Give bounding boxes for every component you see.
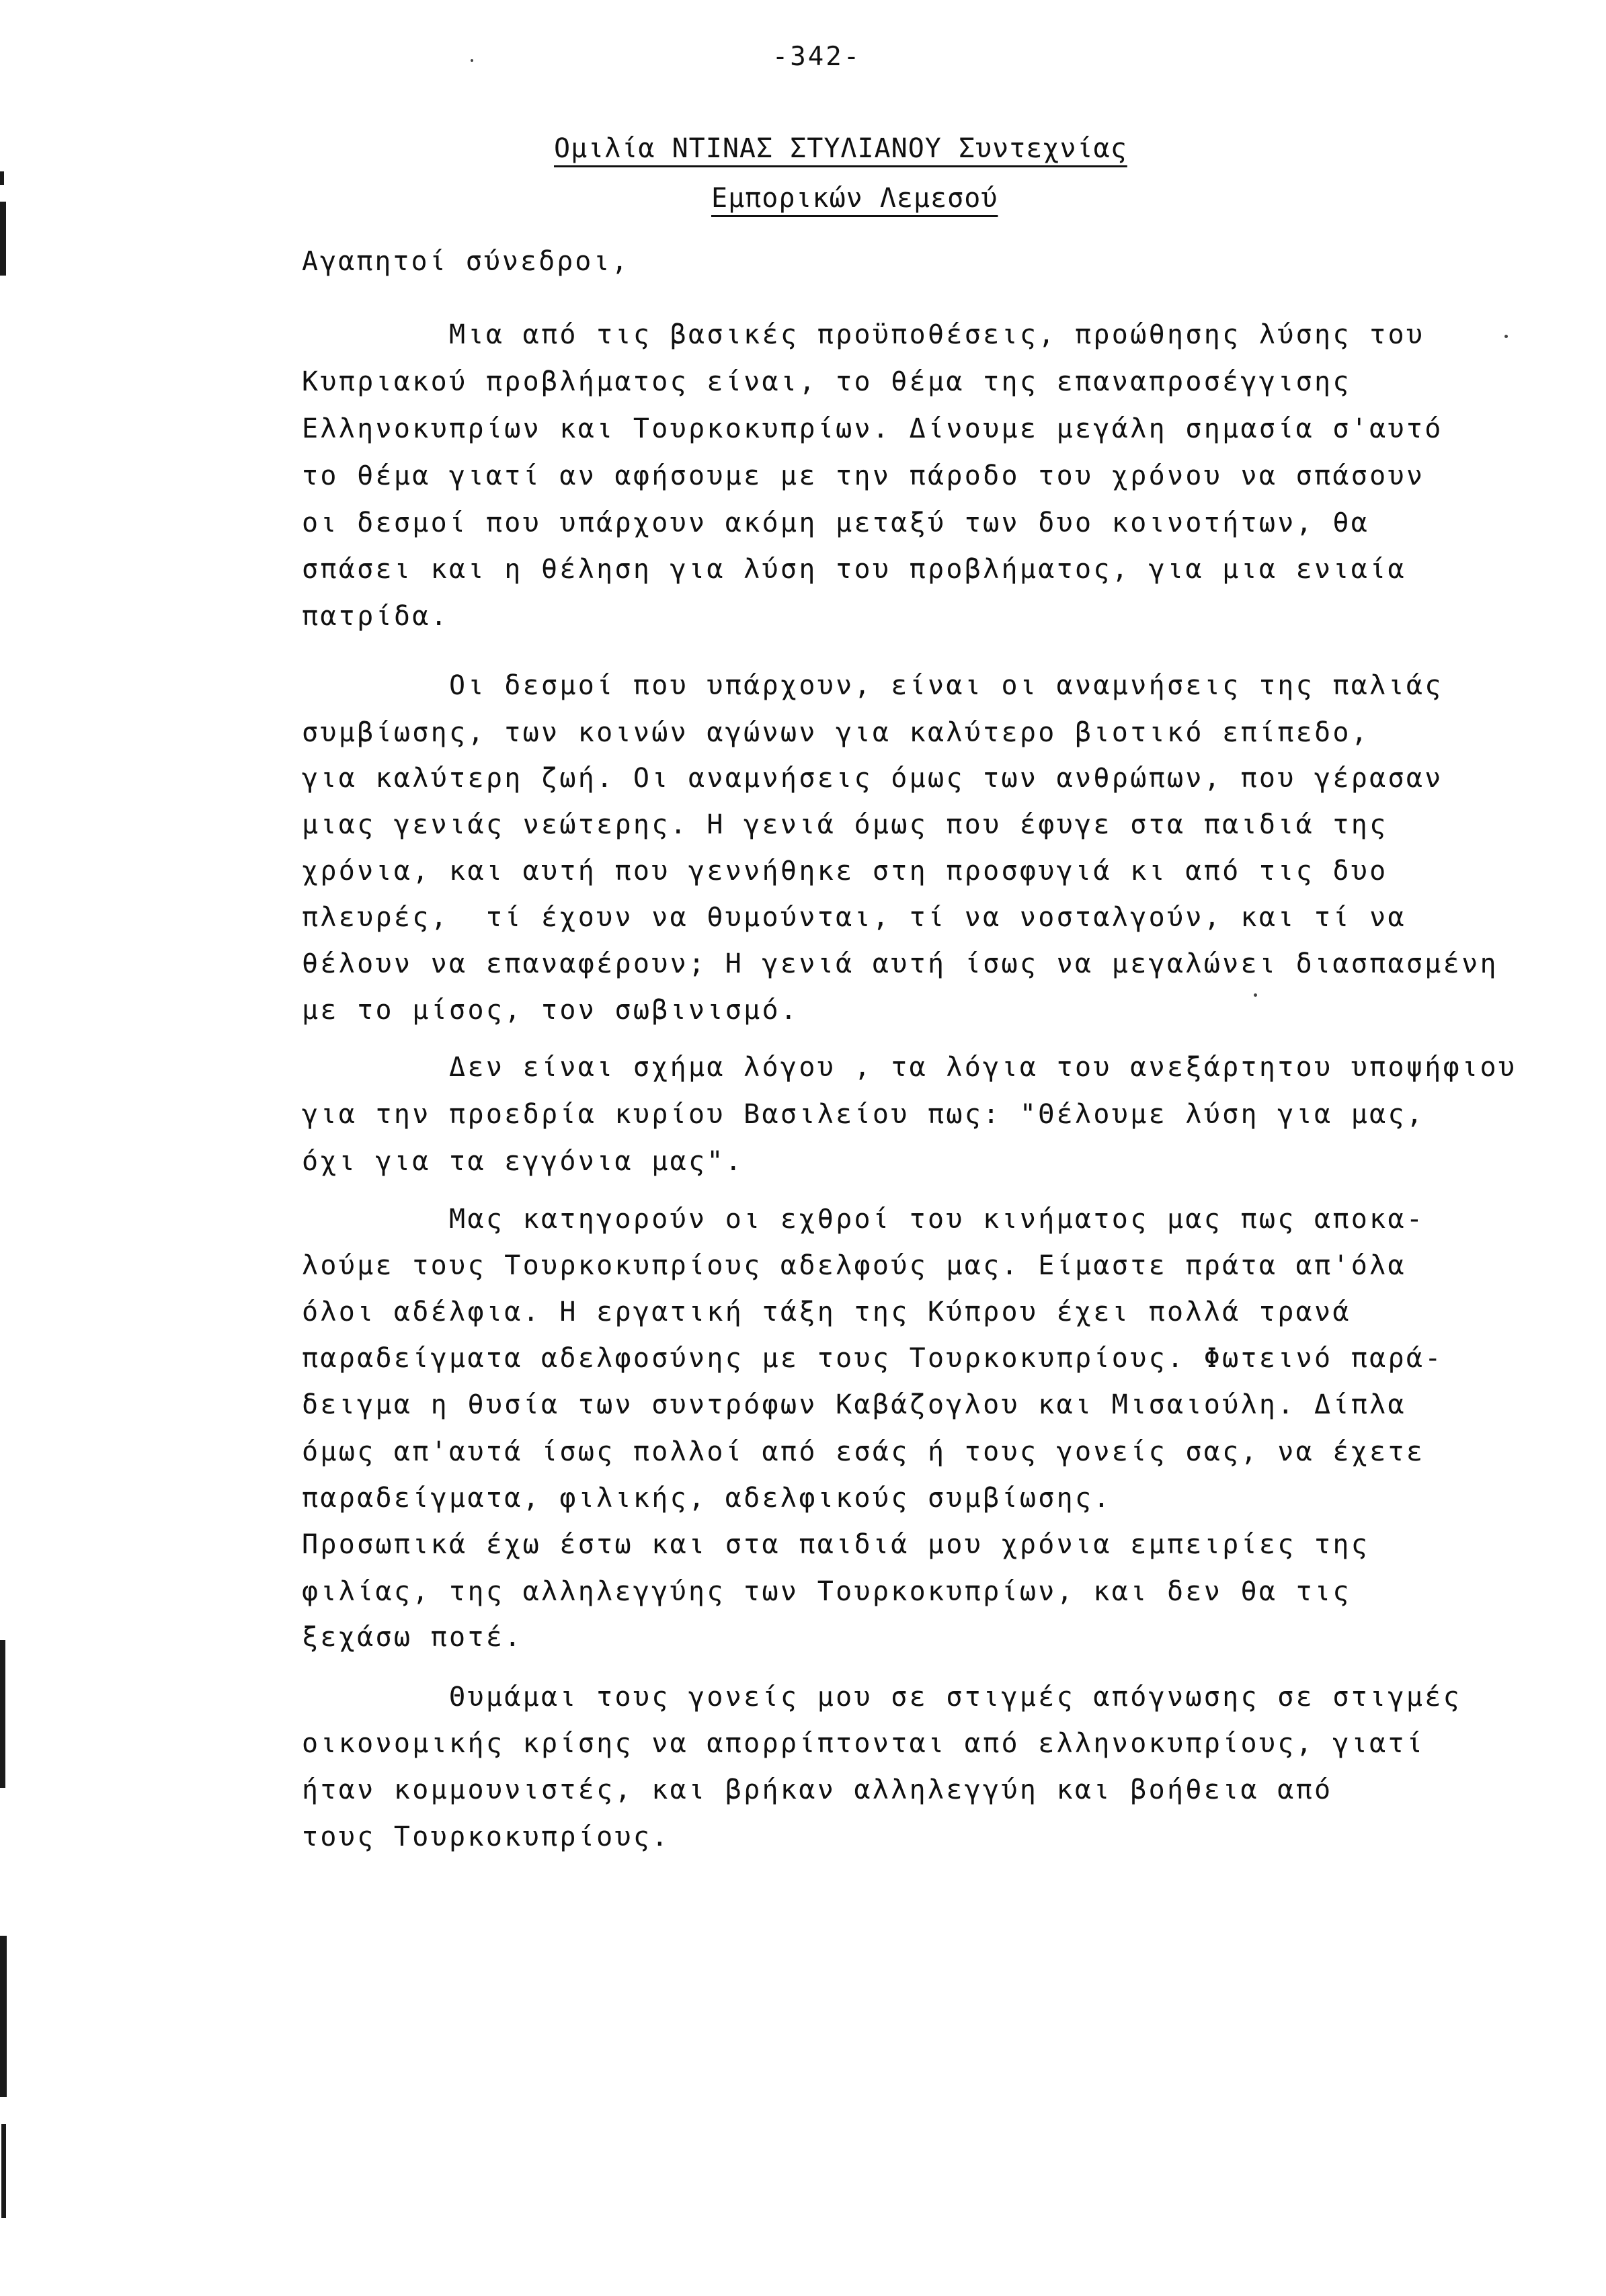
text-line: για την προεδρία κυρίου Βασιλείου πως: "Θέλουμε λύση για μας, xyxy=(302,1099,1425,1130)
text-line: παραδείγματα αδελφοσύνης με τους Τουρκοκυπρίους. Φωτεινό παρά- xyxy=(302,1343,1443,1374)
text-line: οι δεσμοί που υπάρχουν ακόμη μεταξύ των δυο κοινοτήτων, θα xyxy=(302,507,1370,538)
text-line: το θέμα γιατί αν αφήσουμε με την πάροδο του χρόνου να σπάσουν xyxy=(302,460,1425,491)
text-line: φιλίας, της αλληλεγγύης των Τουρκοκυπρίων, και δεν θα τις xyxy=(302,1576,1351,1607)
text-line: Οι δεσμοί που υπάρχουν, είναι οι αναμνήσεις της παλιάς xyxy=(302,670,1443,701)
text-line: πλευρές, τί έχουν να θυμούνται, τί να νοσταλγούν, και τί να xyxy=(302,902,1406,933)
text-line: πατρίδα. xyxy=(302,601,450,632)
document-title-line-1: Ομιλία ΝΤΙΝΑΣ ΣΤΥΛΙΑΝΟΥ Συντεχνίας xyxy=(554,133,1127,164)
text-line: όμως απ'αυτά ίσως πολλοί από εσάς ή τους γονείς σας, να έχετε xyxy=(302,1436,1425,1467)
scan-binding-mark xyxy=(0,171,4,185)
document-title-line-2: Εμπορικών Λεμεσού xyxy=(711,183,998,214)
scan-binding-mark xyxy=(0,202,6,276)
scan-speck xyxy=(471,59,473,62)
text-line: σπάσει και η θέληση για λύση του προβλήματος, για μια ενιαία xyxy=(302,554,1406,585)
text-line: Ελληνοκυπρίων και Τουρκοκυπρίων. Δίνουμε μεγάλη σημασία σ'αυτό xyxy=(302,413,1443,444)
text-line: συμβίωσης, των κοινών αγώνων για καλύτερο βιοτικό επίπεδο, xyxy=(302,717,1370,748)
text-line: ήταν κομμουνιστές, και βρήκαν αλληλεγγύη και βοήθεια από xyxy=(302,1774,1333,1805)
scan-binding-mark xyxy=(0,1640,5,1788)
text-line: Προσωπικά έχω έστω και στα παιδιά μου χρόνια εμπειρίες της xyxy=(302,1529,1370,1560)
text-line: με το μίσος, τον σωβινισμό. xyxy=(302,995,799,1026)
text-line: Μας κατηγορούν οι εχθροί του κινήματος μας πως αποκα- xyxy=(302,1204,1425,1235)
text-line: τους Τουρκοκυπρίους. xyxy=(302,1821,670,1852)
text-line: για καλύτερη ζωή. Οι αναμνήσεις όμως των ανθρώπων, που γέρασαν xyxy=(302,763,1443,794)
text-line: παραδείγματα, φιλικής, αδελφικούς συμβίωσης. xyxy=(302,1483,1112,1514)
scan-speck xyxy=(1504,335,1508,338)
text-line: ξεχάσω ποτέ. xyxy=(302,1622,523,1653)
text-line: λούμε τους Τουρκοκυπρίους αδελφούς μας. Είμαστε πράτα απ'όλα xyxy=(302,1250,1406,1281)
text-line: δειγμα η θυσία των συντρόφων Καβάζογλου και Μισαιούλη. Δίπλα xyxy=(302,1389,1406,1420)
scan-binding-mark xyxy=(1,2124,6,2218)
salutation: Αγαπητοί σύνεδροι, xyxy=(302,246,630,277)
scan-binding-mark xyxy=(0,1936,7,2097)
text-line: χρόνια, και αυτή που γεννήθηκε στη προσφυγιά κι από τις δυο xyxy=(302,856,1388,887)
scan-speck xyxy=(1254,993,1257,997)
text-line: Δεν είναι σχήμα λόγου , τα λόγια του ανεξάρτητου υποψήφιου xyxy=(302,1052,1517,1083)
text-line: Κυπριακού προβλήματος είναι, το θέμα της επαναπροσέγγισης xyxy=(302,366,1351,397)
page-number: -342- xyxy=(772,42,862,72)
text-line: θέλουν να επαναφέρουν; Η γενιά αυτή ίσως να μεγαλώνει διασπασμένη xyxy=(302,948,1498,979)
text-line: μιας γενιάς νεώτερης. Η γενιά όμως που έφυγε στα παιδιά της xyxy=(302,809,1388,840)
text-line: οικονομικής κρίσης να απορρίπτονται από ελληνοκυπρίους, γιατί xyxy=(302,1728,1425,1759)
text-line: όλοι αδέλφια. Η εργατική τάξη της Κύπρου έχει πολλά τρανά xyxy=(302,1297,1351,1327)
text-line: Μια από τις βασικές προϋποθέσεις, προώθησης λύσης του xyxy=(302,319,1425,350)
text-line: όχι για τα εγγόνια μας". xyxy=(302,1146,744,1177)
text-line: Θυμάμαι τους γονείς μου σε στιγμές απόγνωσης σε στιγμές xyxy=(302,1682,1462,1713)
